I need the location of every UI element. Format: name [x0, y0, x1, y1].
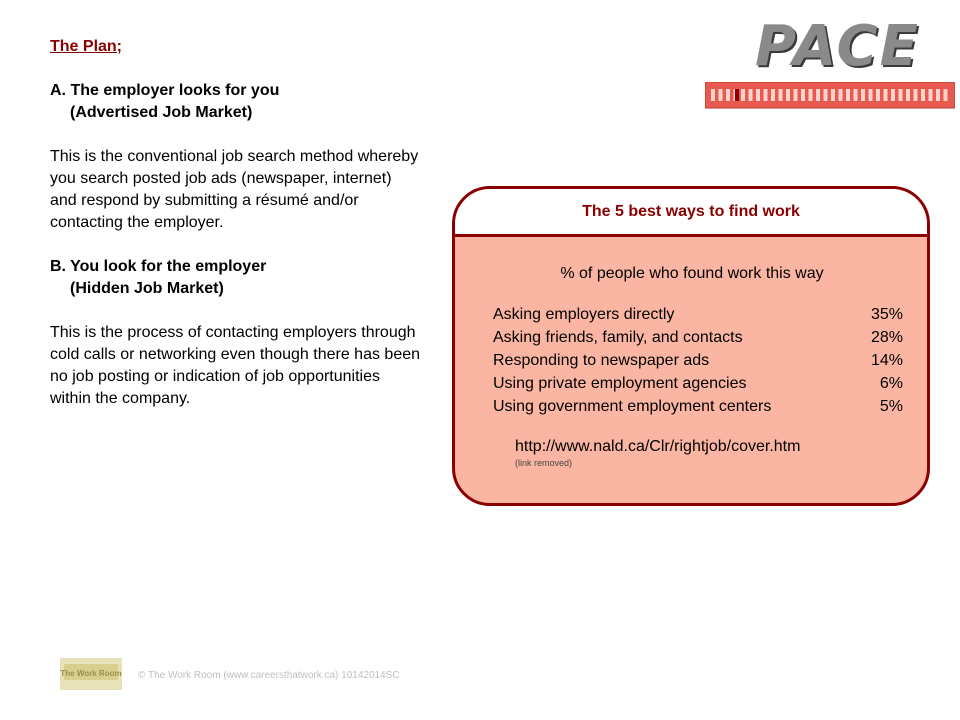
pace-logo — [705, 14, 955, 110]
section-b-subheading: (Hidden Job Market) — [70, 280, 224, 297]
card-title: The 5 best ways to find work — [455, 189, 927, 237]
list-item-percent: 35% — [870, 306, 903, 323]
list-item-percent: 28% — [870, 329, 903, 346]
list-item-label: Asking friends, family, and contacts — [493, 329, 743, 346]
section-b-heading: B. You look for the employer — [50, 258, 267, 275]
list-item — [493, 303, 903, 326]
plan-text-column — [50, 36, 420, 432]
list-item — [493, 395, 903, 418]
best-ways-card — [452, 186, 930, 506]
list-item-label: Using government employment centers — [493, 398, 772, 415]
section-a-heading: A. The employer looks for you — [50, 82, 280, 99]
list-item — [493, 372, 903, 395]
list-item-label: Asking employers directly — [493, 306, 675, 323]
source-url: http://www.nald.ca/Clr/rightjob/cover.htm — [515, 438, 801, 455]
work-room-logo — [60, 658, 122, 690]
link-removed-note: (link removed) — [515, 458, 573, 468]
card-subtitle: % of people who found work this way — [560, 265, 824, 282]
list-item — [493, 326, 903, 349]
list-item-percent: 6% — [879, 375, 903, 392]
list-item-percent: 5% — [879, 398, 903, 415]
section-a-text: This is the conventional job search method whereby you search posted job ads (newspaper, internet) and respond by submitting a résumé and/or contacting the employer. — [50, 148, 419, 231]
work-room-logo-text: The Work Room — [60, 669, 122, 678]
pace-logo-word: PACE — [755, 14, 920, 79]
list-item — [493, 349, 903, 372]
section-b-text: This is the process of contacting employers through cold calls or networking even though there has been no job posting or indication of job opportunities within the company. — [50, 324, 421, 407]
plan-title: The Plan; — [50, 38, 123, 55]
list-item-label: Responding to newspaper ads — [493, 352, 710, 369]
section-a-subheading: (Advertised Job Market) — [70, 104, 253, 121]
copyright-text: © The Work Room (www.careersthatwork.ca) 10142014SC — [138, 670, 400, 681]
ways-list — [455, 303, 927, 418]
list-item-percent: 14% — [870, 352, 903, 369]
list-item-label: Using private employment agencies — [493, 375, 747, 392]
pace-logo-bar — [705, 82, 955, 118]
